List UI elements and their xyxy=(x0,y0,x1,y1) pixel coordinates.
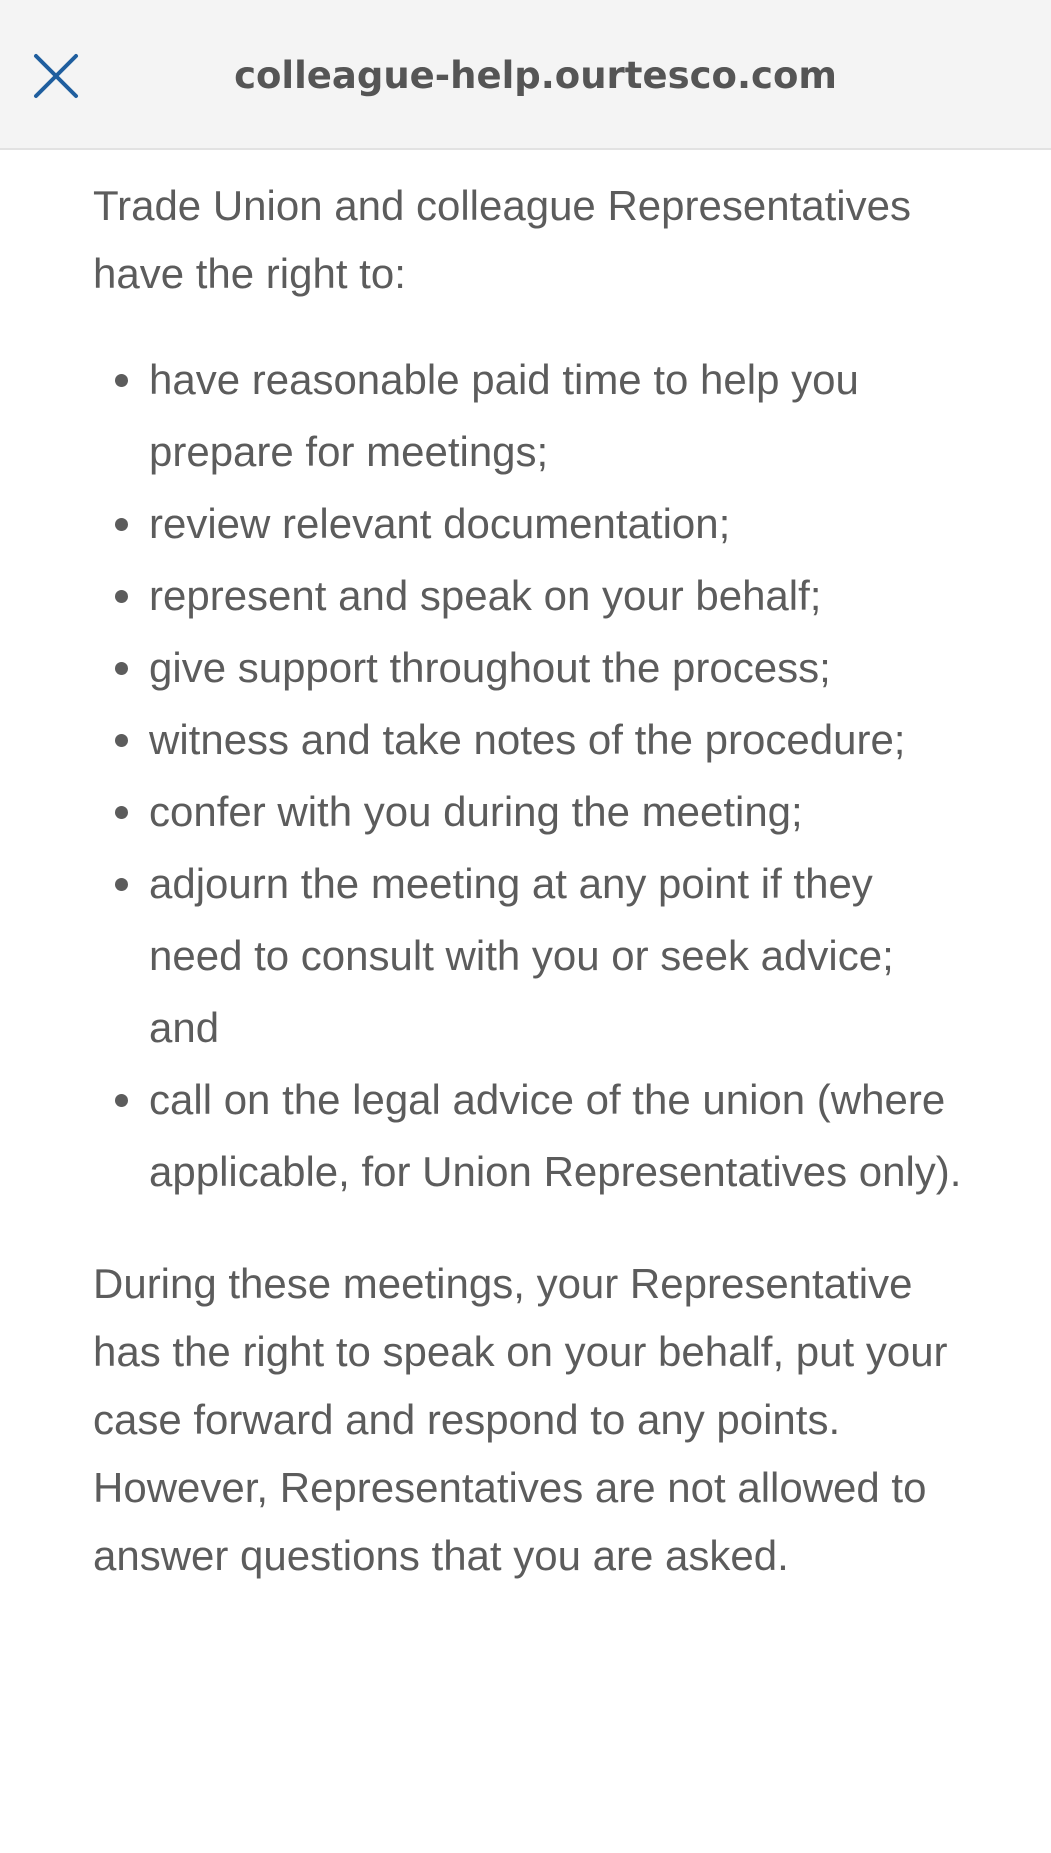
bullet-icon xyxy=(115,1094,128,1107)
bullet-icon xyxy=(115,878,128,891)
list-item xyxy=(93,344,973,488)
article-content xyxy=(93,172,973,1590)
list-item xyxy=(93,776,973,848)
list-item-text: call on the legal advice of the union (where applicable, for Union Representatives only). xyxy=(149,1076,962,1195)
list-item-text: review relevant documentation; xyxy=(149,500,731,547)
closing-paragraph: During these meetings, your Representative has the right to speak on your behalf, put your case forward and respond to any points. However, Representatives are not allowed to answer questions that you are asked. xyxy=(93,1260,948,1579)
bullet-icon xyxy=(115,662,128,675)
list-item-text: confer with you during the meeting; xyxy=(149,788,803,835)
list-item xyxy=(93,560,973,632)
bullet-icon xyxy=(115,806,128,819)
list-item xyxy=(93,632,973,704)
browser-top-bar xyxy=(0,0,1051,150)
list-item-text: witness and take notes of the procedure; xyxy=(149,716,906,763)
page-url: colleague-help.ourtesco.com xyxy=(234,54,837,97)
list-item-text: have reasonable paid time to help you prepare for meetings; xyxy=(149,356,859,475)
bullet-icon xyxy=(115,734,128,747)
intro-paragraph: Trade Union and colleague Representatives have the right to: xyxy=(93,182,911,297)
bullet-icon xyxy=(115,518,128,531)
list-item xyxy=(93,488,973,560)
list-item-text: give support throughout the process; xyxy=(149,644,831,691)
list-item xyxy=(93,1064,973,1208)
bullet-icon xyxy=(115,374,128,387)
rights-list xyxy=(93,344,973,1208)
list-item xyxy=(93,848,973,1064)
list-item xyxy=(93,704,973,776)
list-item-text: represent and speak on your behalf; xyxy=(149,572,822,619)
list-item-text: adjourn the meeting at any point if they need to consult with you or seek advice; and xyxy=(149,860,894,1051)
bullet-icon xyxy=(115,590,128,603)
